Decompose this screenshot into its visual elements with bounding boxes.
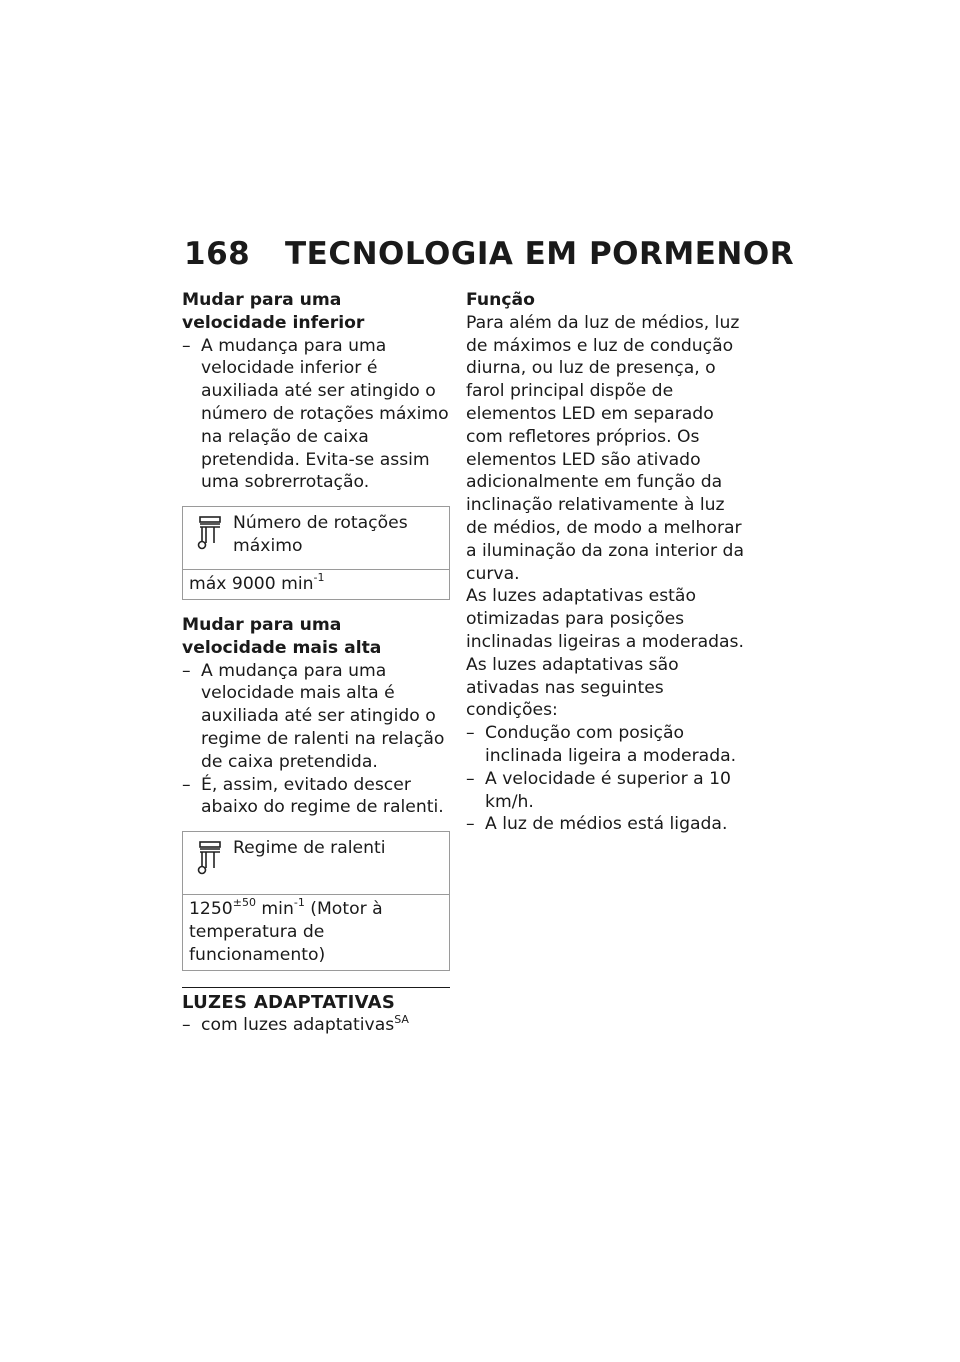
spec-label: Regime de ralenti [233, 838, 386, 859]
spec-table-header [183, 507, 449, 570]
list-item: – A velocidade é superior a 10 km/h. [466, 768, 748, 814]
left-column [182, 289, 450, 1037]
engine-piston-icon [197, 515, 223, 551]
list-item: – A luz de médios está ligada. [466, 813, 748, 836]
heading-upshift: Mudar para uma velocidade mais alta [182, 614, 382, 658]
paragraph: As luzes adaptativas estão otimizadas para posições inclinadas ligeiras a moderadas. [466, 586, 744, 652]
paragraph: Para além da luz de médios, luz de máximos e luz de condução diurna, ou luz de presença, o farol principal dispõe de elementos LED em separado com refletores próprios. Os elementos LED são ativado adicionalmente em função da inclinação relativamente à luz de médios, de modo a melhorar a iluminação da zona interior da curva. [466, 312, 744, 584]
spec-label: Número de rotações máximo [233, 513, 408, 556]
chapter-title: TECNOLOGIA EM PORMENOR [285, 236, 795, 272]
list-item: – Condução com posição inclinada ligeira a moderada. [466, 722, 748, 768]
list-item: – A mudança para uma velocidade inferior é auxiliada até ser atingido o número de rotações máximo na relação de caixa pretendida. Evita-se assim uma sobrerrotação. [182, 335, 450, 495]
right-column [466, 289, 748, 836]
spec-value: máx 9000 $\min^{-1}$ [189, 571, 325, 595]
section-title-adaptive-lights: LUZES ADAPTATIVAS [182, 987, 450, 1015]
paragraph: As luzes adaptativas são ativadas nas seguintes condições: [466, 654, 679, 721]
spec-value: $1250^{\pm 50}$ $\min^{-1}$ (Motor à temperatura de funcionamento) [189, 896, 383, 965]
spec-table-max-rpm [182, 506, 450, 600]
spec-table-idle-rpm [182, 831, 450, 970]
list-item: – A mudança para uma velocidade mais alta é auxiliada até ser atingido o regime de ralenti na relação de caixa pretendida. [182, 660, 450, 774]
page-number: 168 [184, 236, 251, 272]
spec-table-header [183, 832, 449, 895]
heading-function: Função [466, 290, 535, 310]
list-item: – É, assim, evitado descer abaixo do regime de ralenti. [182, 774, 450, 820]
page-header [182, 236, 795, 280]
engine-piston-icon [197, 840, 223, 876]
heading-downshift: Mudar para uma velocidade inferior [182, 290, 365, 333]
list-item: – com luzes adaptativas$^{SA}$ [182, 1014, 450, 1037]
